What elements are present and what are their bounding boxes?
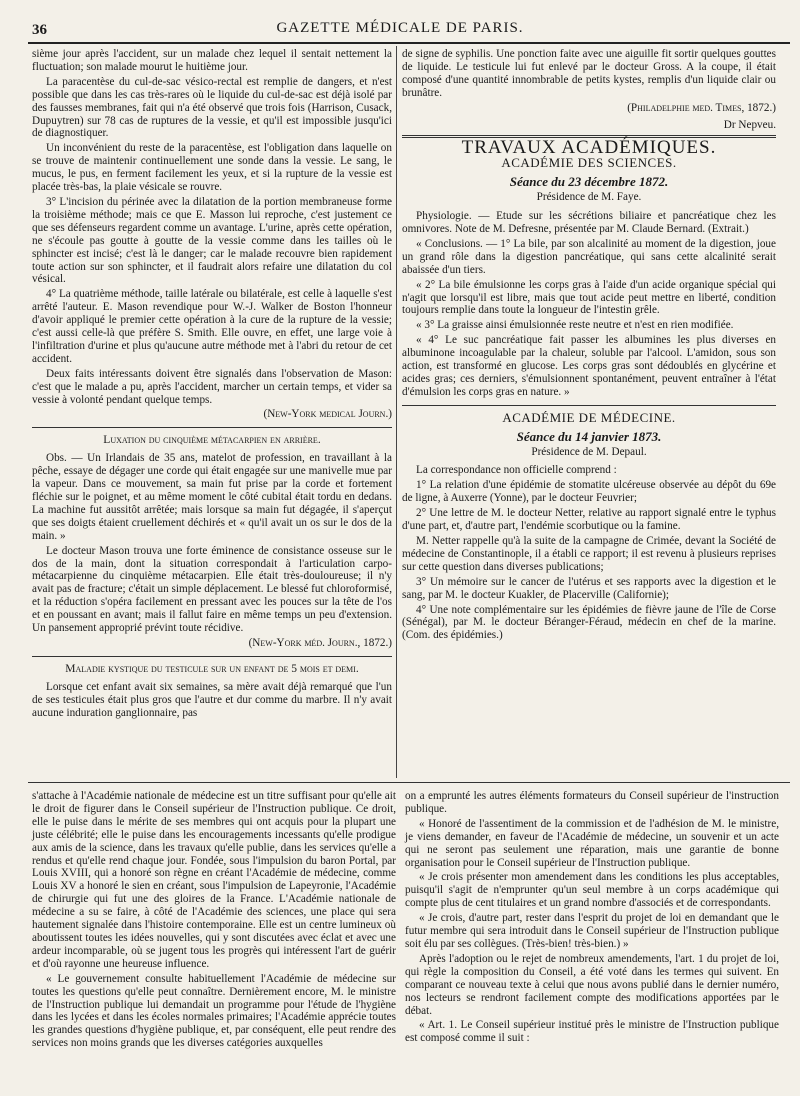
section-divider	[402, 405, 776, 406]
session-date: Séance du 14 janvier 1873.	[516, 428, 662, 444]
paragraph: 1° La relation d'une épidémie de stomatite ulcéreuse observée au dépôt du 69e de ligne, à Auxerre (Yonne), par le docteur Feuvrier;	[402, 479, 776, 505]
paragraph: La correspondance non officielle comprend :	[416, 464, 617, 477]
page-number: 36	[32, 22, 47, 38]
section-title: Maladie kystique du testicule sur un enfant de 5 mois et demi.	[65, 662, 359, 675]
presidency-line: Présidence de M. Depaul.	[531, 445, 647, 458]
academy-title: ACADÉMIE DE MÉDECINE.	[502, 409, 676, 425]
paragraph: « Je crois, d'autre part, rester dans l'esprit du projet de loi en demandant que le futur membre qui sera introduit dans le Conseil supérieur de l'Instruction publique soit élu par ses collègues. (Très-bien! très-bien.) »	[405, 912, 779, 950]
paragraph: 2° Une lettre de M. le docteur Netter, relative au rapport signalé entre le typhus d'une part, et, d'autre part, l'endémie scorbutique ou la famine.	[402, 507, 776, 533]
paragraph: « Je crois présenter mon amendement dans les conditions les plus acceptables, puisqu'il s'agit de n'emprunter qu'un seul membre à un corps académique qui compte plus de cent titulaires et un grand nombre d'associés et de correspondants.	[405, 871, 779, 910]
paragraph: « Le gouvernement consulte habituellement l'Académie de médecine sur toutes les questions qu'elle peut connaître. Dernièrement encore, M. le ministre de l'Instruction publique lui demandait un programme pour l'étude de l'hygiène dans les lycées et dans les écoles normales primaires; l'Académie apprécie toutes les grandes questions d'hygiène publique, et, par conséquent, elle peut rendre des services non moins grands que les diverses catégories auxquelles	[32, 972, 396, 1050]
paragraph: « 2° La bile émulsionne les corps gras à l'aide d'un acide organique spécial qui n'agit que lorsqu'il est libre, mais que tout acide peut mettre en liberté, condition toujours remplie dans toute la longueur de l'intestin grêle.	[402, 278, 776, 317]
paragraph: Le docteur Mason trouva une forte éminence de consistance osseuse sur le dos de la main, dont la situation correspondait à l'articulation carpo-métacarpienne du cinquième métacarpien. Elle était très-douloureuse; il n'y avait pas de fracture; c'était un simple déplacement. Le blessé fut chloroformisé, et la réduction s'opéra facilement en pressant avec les pouces sur la tête de l'os et en poussant en avant; mais il fallut faire en même temps un peu d'extension. Un pansement approprié prévint toute récidive.	[32, 544, 392, 635]
source-citation: (Philadelphie med. Times, 1872.)	[627, 101, 776, 114]
author-signature: Dr Nepveu.	[723, 118, 776, 131]
paragraph: Un inconvénient du reste de la paracentèse, est l'obligation dans laquelle on se trouve de maintenir continuellement une sonde dans la vessie. Le sang, le mucus, le pus, en ferment facilement les yeux, et si la rupture de la vessie est placée très-bas, la plaie vésicale se rouvre.	[32, 142, 392, 194]
paragraph: s'attache à l'Académie nationale de médecine est un titre suffisant pour qu'elle ait le droit de figurer dans le Conseil supérieur de l'Instruction publique. Ce droit, elle le puise dans le mérite de ses membres qui ont acquis pour la plupart une juste célébrité; elle le puise dans les encouragements incessants qu'elle prodigue aux amis de la science, dans les travaux qu'elle publie, dans les services qu'elle a rendus et qu'elle rend chaque jour. Fondée, sous l'impulsion du baron Portal, par Louis XVIII, qui a honoré son règne en créant l'Académie de médecine, comme Louis XV a honoré le sien en créant, sous l'impulsion de Lapeyronie, l'Académie de chirurgie qui fut une des gloires de la France. L'Académie nationale de médecine a su se faire, à côté de l'Académie des sciences, une place qui sera hautement signalée dans l'histoire contemporaine. Elle est un centre lumineux où aboutissent toutes les idées nouvelles, qui y sont discutées avec éclat et avec une ardeur incomparable, où se jugent tous les progrès qui intéressent l'art de guérir et d'où rayonne une heureuse influence.	[32, 790, 396, 970]
paragraph: M. Netter rappelle qu'à la suite de la campagne de Crimée, devant la Société de médecine de Constantinople, il a établi ce rapport; il est revenu à plusieurs reprises sur cette question dans diverses publications;	[402, 535, 776, 573]
paragraph: Physiologie. — Etude sur les sécrétions biliaire et pancréatique chez les omnivores. Note de M. Defresne, présentée par M. Claude Bernard. (Extrait.)	[402, 210, 776, 235]
header-rule	[28, 42, 790, 44]
left-column	[32, 48, 392, 722]
paragraph: « 4° Le suc pancréatique fait passer les albumines les plus diverses en albuminone incoagulable par la chaleur, soluble par l'alcool. L'amidon, sous son action, est transformé en glucose. Les corps gras sont dédoublés en glycérine et acides gras; ces derniers, s'émulsionnent spontanément, peuvent entraîner à l'état d'émulsion les corps gras en nature. »	[402, 334, 776, 398]
source-citation: (New-York medical Journ.)	[263, 408, 392, 421]
paragraph: de signe de syphilis. Une ponction faite avec une aiguille fit sortir quelques gouttes de liquide. Le testicule lui fut enlevé par le docteur Gross. A la coupe, il était composé d'une quantité innombrable de petits kystes, remplis d'un liquide clair ou brunâtre.	[402, 48, 776, 99]
column-divider	[396, 46, 397, 778]
paragraph: 3° Un mémoire sur le cancer de l'utérus et ses rapports avec la digestion et le sang, par M. le docteur Kuakler, de Placerville (Californie);	[402, 575, 776, 601]
paragraph: 4° La quatrième méthode, taille latérale ou bilatérale, est celle à laquelle s'est arrêté l'auteur. E. Mason revendique pour W.-J. Walker de Boston l'honneur d'avoir appliqué le premier cette opération à la cure de la rupture de la vessie; c'est aussi celle-là que préfère S. Smith. Elle ouvre, en effet, une large voie à l'infiltration d'urine et plus qu'aucune autre méthode met à l'abri du retour de cet accident.	[32, 288, 392, 365]
session-date: Séance du 23 décembre 1872.	[509, 174, 669, 190]
paragraph: 3° L'incision du périnée avec la dilatation de la portion membraneuse forme la troisième méthode; mais ce que E. Masson lui reproche, c'est justement ce que ses défenseurs regardent comme un avantage. L'urine, après cette opération, ne s'écoule pas goutte à goutte de la vessie comme dans les tailles où le sphincter est incisé; c'est là le danger; car le malade recouvre bien rapidement toute action sur son sphincter, et il faudrait alors refaire une dilatation du col vésical.	[32, 195, 392, 286]
section-main-title: TRAVAUX ACADÉMIQUES.	[461, 137, 717, 159]
horizontal-divider	[28, 782, 790, 783]
bottom-right-column	[405, 790, 779, 1047]
paragraph: « Honoré de l'assentiment de la commission et de l'adhésion de M. le ministre, je viens demander, en faveur de l'Académie de médecine, un souvenir et un acte qui ne seront pas seulement une réparation, mais une garantie de bonne organisation pour le Conseil supérieur de l'Instruction publique.	[405, 817, 779, 869]
paragraph: on a emprunté les autres éléments formateurs du Conseil supérieur de l'instruction publique.	[405, 790, 779, 815]
paragraph: Obs. — Un Irlandais de 35 ans, matelot de profession, en travaillant à la pêche, essaye de dégager une corde qui était engagée sur une manivelle mue par la vapeur. Dans ce mouvement, sa main fut prise par la corde et fortement fléchie sur le poignet, et au même moment le côté cubital était tordu en dedans. La machine fut aussitôt arrêtée; mais lorsque sa main fut dégagée, il s'aperçut que ses doigts étaient cruellement déchirés et « qu'il avait un os sur le dos de la main. »	[32, 452, 392, 542]
paragraph: « Conclusions. — 1° La bile, par son alcalinité au moment de la digestion, joue un grand rôle dans la digestion pancréatique, qui sans cette alcalinité serait abaissée d'un tiers.	[402, 237, 776, 276]
running-title: GAZETTE MÉDICALE DE PARIS.	[276, 20, 524, 36]
paragraph: La paracentèse du cul-de-sac vésico-rectal est remplie de dangers, et n'est possible que dans les cas très-rares où le liquide du cul-de-sac est déjà isolé par des fausses membranes, fait qui n'a été observé que trois fois (Harrison, Cusack, Dupuytren) sur 78 cas de ruptures de la vessie, et qu'il est impossible jusqu'ici de diagnostiquer.	[32, 75, 392, 140]
paragraph: Lorsque cet enfant avait six semaines, sa mère avait déjà remarqué que l'un de ses testicules était plus gros que l'autre et dur comme du marbre. Il n'y avait aucune induration ganglionnaire, pas	[32, 680, 392, 719]
section-title: Luxation du cinquième métacarpien en arrière.	[103, 434, 321, 447]
paragraph: Deux faits intéressants doivent être signalés dans l'observation de Mason: c'est que le malade a pu, après l'accident, marcher un certain temps, et vider sa vessie à volonté pendant quelque temps.	[32, 367, 392, 406]
paragraph: 4° Une note complémentaire sur les épidémies de fièvre jaune de l'île de Corse (Sénégal), par M. le docteur Béranger-Féraud, médecin en chef de la marine. (Com. des épidémies.)	[402, 603, 776, 642]
section-divider	[32, 427, 392, 428]
paragraph: « Art. 1. Le Conseil supérieur institué près le ministre de l'Instruction publique est composé comme il suit :	[405, 1019, 779, 1045]
presidency-line: Présidence de M. Faye.	[536, 191, 642, 204]
paragraph: sième jour après l'accident, sur un malade chez lequel il sentait nettement la fluctuation; son malade mourut le huitième jour.	[32, 48, 392, 73]
paragraph: Après l'adoption ou le rejet de nombreux amendements, l'art. 1 du projet de loi, qui règle la composition du Conseil, a été voté dans les termes qui suivent. En comparant ce nouveau texte à celui que nous avons publié dans le dernier numéro, nos lecteurs se rendront facilement compte des modifications apportées par le débat.	[405, 952, 779, 1017]
paragraph: « 3° La graisse ainsi émulsionnée reste neutre et n'est en rien modifiée.	[416, 319, 734, 332]
academy-title: ACADÉMIE DES SCIENCES.	[501, 155, 677, 171]
source-citation: (New-York méd. Journ., 1872.)	[248, 636, 392, 649]
section-divider	[32, 656, 392, 657]
right-column	[402, 48, 776, 644]
bottom-left-column	[32, 790, 396, 1052]
